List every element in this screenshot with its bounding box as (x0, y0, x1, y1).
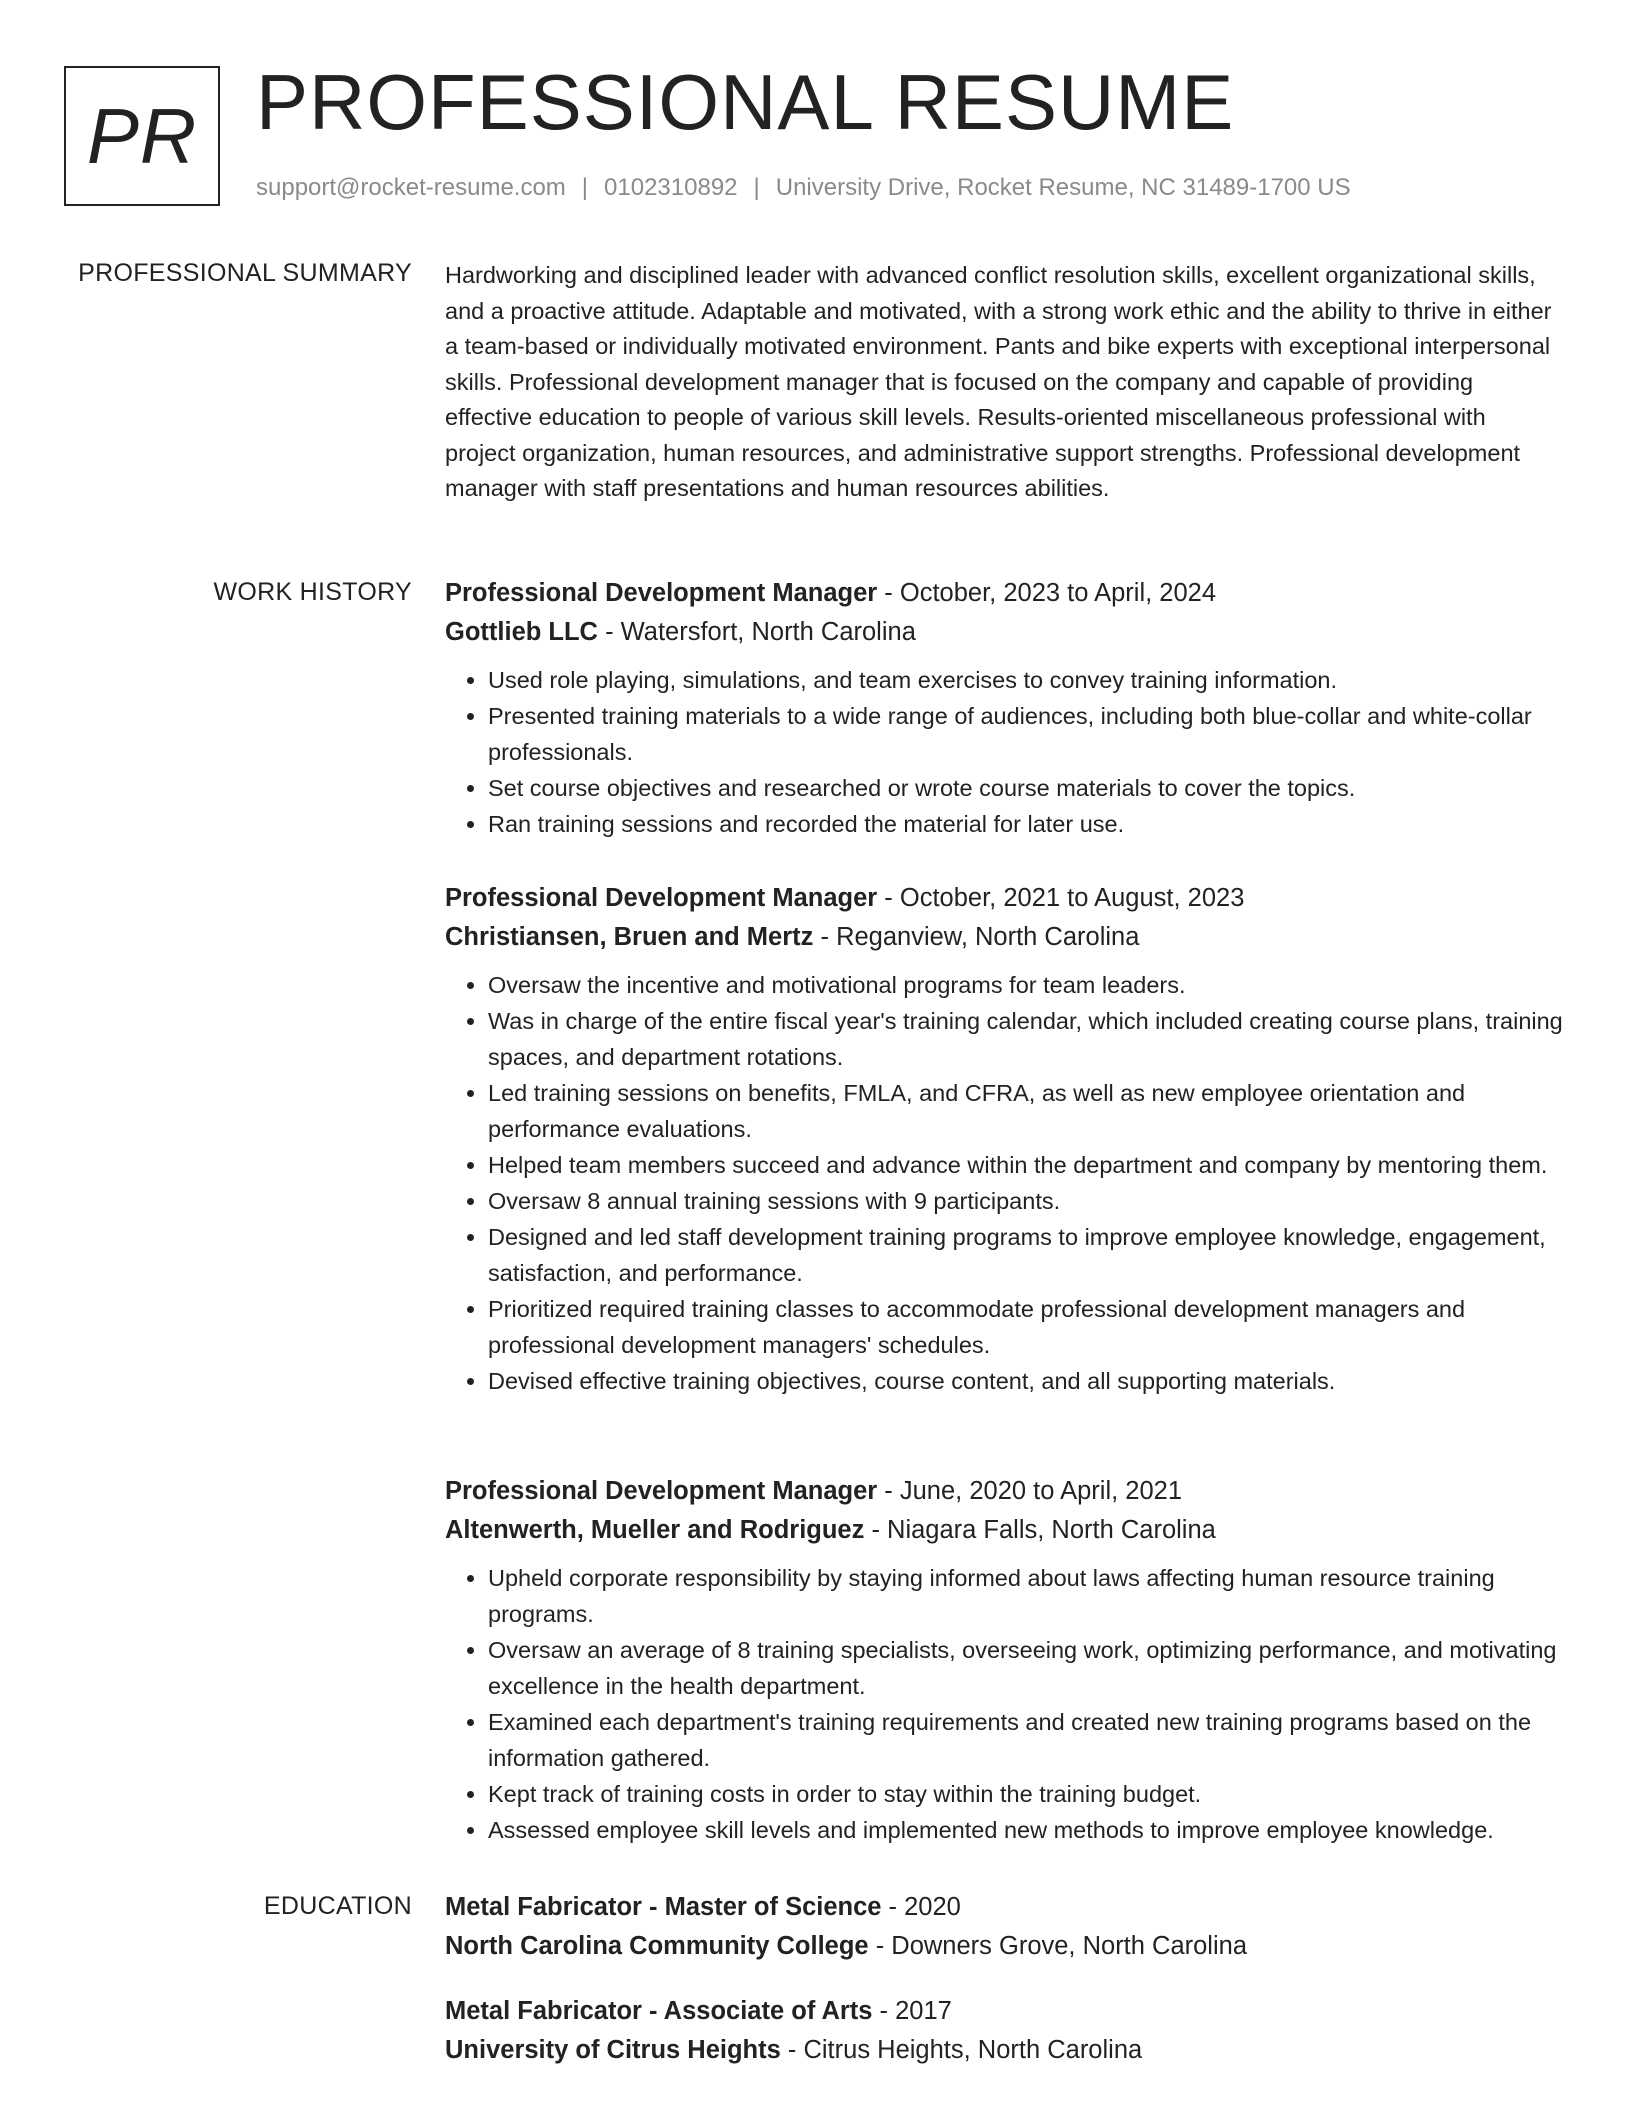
job-bullets (445, 967, 1565, 1399)
degree-year: - 2017 (872, 1997, 952, 2025)
contact-email: support@rocket-resume.com (256, 174, 566, 201)
list-item: • Helped team members succeed and advance within the department and company by mentoring them. (488, 1147, 1565, 1183)
job-title: Professional Development Manager (445, 1477, 878, 1505)
contact-line (256, 174, 1351, 202)
list-item: • Ran training sessions and recorded the material for later use. (488, 806, 1565, 842)
degree-line (445, 1992, 1565, 2031)
list-item: • Designed and led staff development training programs to improve employee knowledge, engagement, satisfaction, and performance. (488, 1219, 1565, 1291)
list-item: • Oversaw an average of 8 training specialists, overseeing work, optimizing performance, and motivating excellence in the health department. (488, 1632, 1565, 1704)
list-item: • Presented training materials to a wide range of audiences, including both blue-collar and white-collar professionals. (488, 698, 1565, 770)
job-company-line (445, 918, 1565, 957)
job-company: Gottlieb LLC (445, 618, 598, 646)
job-company: Christiansen, Bruen and Mertz (445, 923, 814, 951)
school: North Carolina Community College (445, 1932, 869, 1960)
list-item: • Upheld corporate responsibility by staying informed about laws affecting human resource training programs. (488, 1560, 1565, 1632)
list-item: • Kept track of training costs in order to stay within the training budget. (488, 1776, 1565, 1812)
list-item: • Was in charge of the entire fiscal year's training calendar, which included creating course plans, training spaces, and department rotations. (488, 1003, 1565, 1075)
list-item: • Set course objectives and researched or wrote course materials to cover the topics. (488, 770, 1565, 806)
job-entry (445, 1472, 1565, 1848)
list-item: • Examined each department's training requirements and created new training programs based on the information gathered. (488, 1704, 1565, 1776)
section-label-summary: PROFESSIONAL SUMMARY (78, 259, 412, 287)
list-item: • Assessed employee skill levels and implemented new methods to improve employee knowledge. (488, 1812, 1565, 1848)
degree: Metal Fabricator - Master of Science (445, 1893, 882, 1921)
section-label-work-history: WORK HISTORY (213, 578, 412, 606)
education-entry (445, 1888, 1565, 1966)
contact-address: University Drive, Rocket Resume, NC 31489-1700 US (775, 174, 1351, 201)
degree-year: - 2020 (881, 1893, 961, 1921)
job-title-line (445, 574, 1565, 613)
job-entry (445, 879, 1565, 1399)
job-company-line (445, 1511, 1565, 1550)
school: University of Citrus Heights (445, 2036, 781, 2064)
monogram-logo: PR (64, 66, 220, 206)
job-company-line (445, 613, 1565, 652)
job-title-line (445, 879, 1565, 918)
job-dates: - June, 2020 to April, 2021 (877, 1477, 1183, 1505)
job-title: Professional Development Manager (445, 884, 878, 912)
job-bullets (445, 1560, 1565, 1848)
list-item: • Oversaw the incentive and motivational programs for team leaders. (488, 967, 1565, 1003)
job-location: - Reganview, North Carolina (813, 923, 1140, 951)
list-item: • Led training sessions on benefits, FMLA, and CFRA, as well as new employee orientation and performance evaluations. (488, 1075, 1565, 1147)
school-location: - Downers Grove, North Carolina (868, 1932, 1248, 1960)
section-label-education: EDUCATION (263, 1892, 412, 1920)
job-dates: - October, 2023 to April, 2024 (877, 579, 1217, 607)
contact-separator: | (581, 174, 589, 201)
list-item: • Prioritized required training classes to accommodate professional development managers and professional development managers' schedules. (488, 1291, 1565, 1363)
job-entry (445, 574, 1565, 842)
contact-separator: | (753, 174, 760, 201)
job-location: - Watersfort, North Carolina (597, 618, 916, 646)
list-item: • Devised effective training objectives, course content, and all supporting materials. (488, 1363, 1565, 1399)
list-item: • Used role playing, simulations, and team exercises to convey training information. (488, 662, 1565, 698)
degree-line (445, 1888, 1565, 1927)
education-entry (445, 1992, 1565, 2070)
job-company: Altenwerth, Mueller and Rodriguez (445, 1516, 865, 1544)
contact-phone: 0102310892 (604, 174, 738, 201)
job-location: - Niagara Falls, North Carolina (864, 1516, 1216, 1544)
job-dates: - October, 2021 to August, 2023 (877, 884, 1245, 912)
summary-section (445, 258, 1557, 507)
job-bullets (445, 662, 1565, 842)
page-title: PROFESSIONAL RESUME (256, 58, 1235, 146)
school-line (445, 1927, 1565, 1966)
school-location: - Citrus Heights, North Carolina (780, 2036, 1143, 2064)
job-title: Professional Development Manager (445, 579, 878, 607)
job-title-line (445, 1472, 1565, 1511)
degree: Metal Fabricator - Associate of Arts (445, 1997, 873, 2025)
school-line (445, 2031, 1565, 2070)
summary-text: Hardworking and disciplined leader with advanced conflict resolution skills, excellent organizational skills, and a proactive attitude. Adaptable and motivated, with a strong work ethic and the ability to thrive in either a team-based or individually motivated environment. Pants and bike experts with exceptional interpersonal skills. Professional development manager that is focused on the company and capable of providing effective education to people of various skill levels. Results-oriented miscellaneous professional with project organization, human resources, and administrative support strengths. Professional development manager with staff presentations and human resources abilities. (445, 262, 1552, 501)
list-item: • Oversaw 8 annual training sessions with 9 participants. (488, 1183, 1565, 1219)
